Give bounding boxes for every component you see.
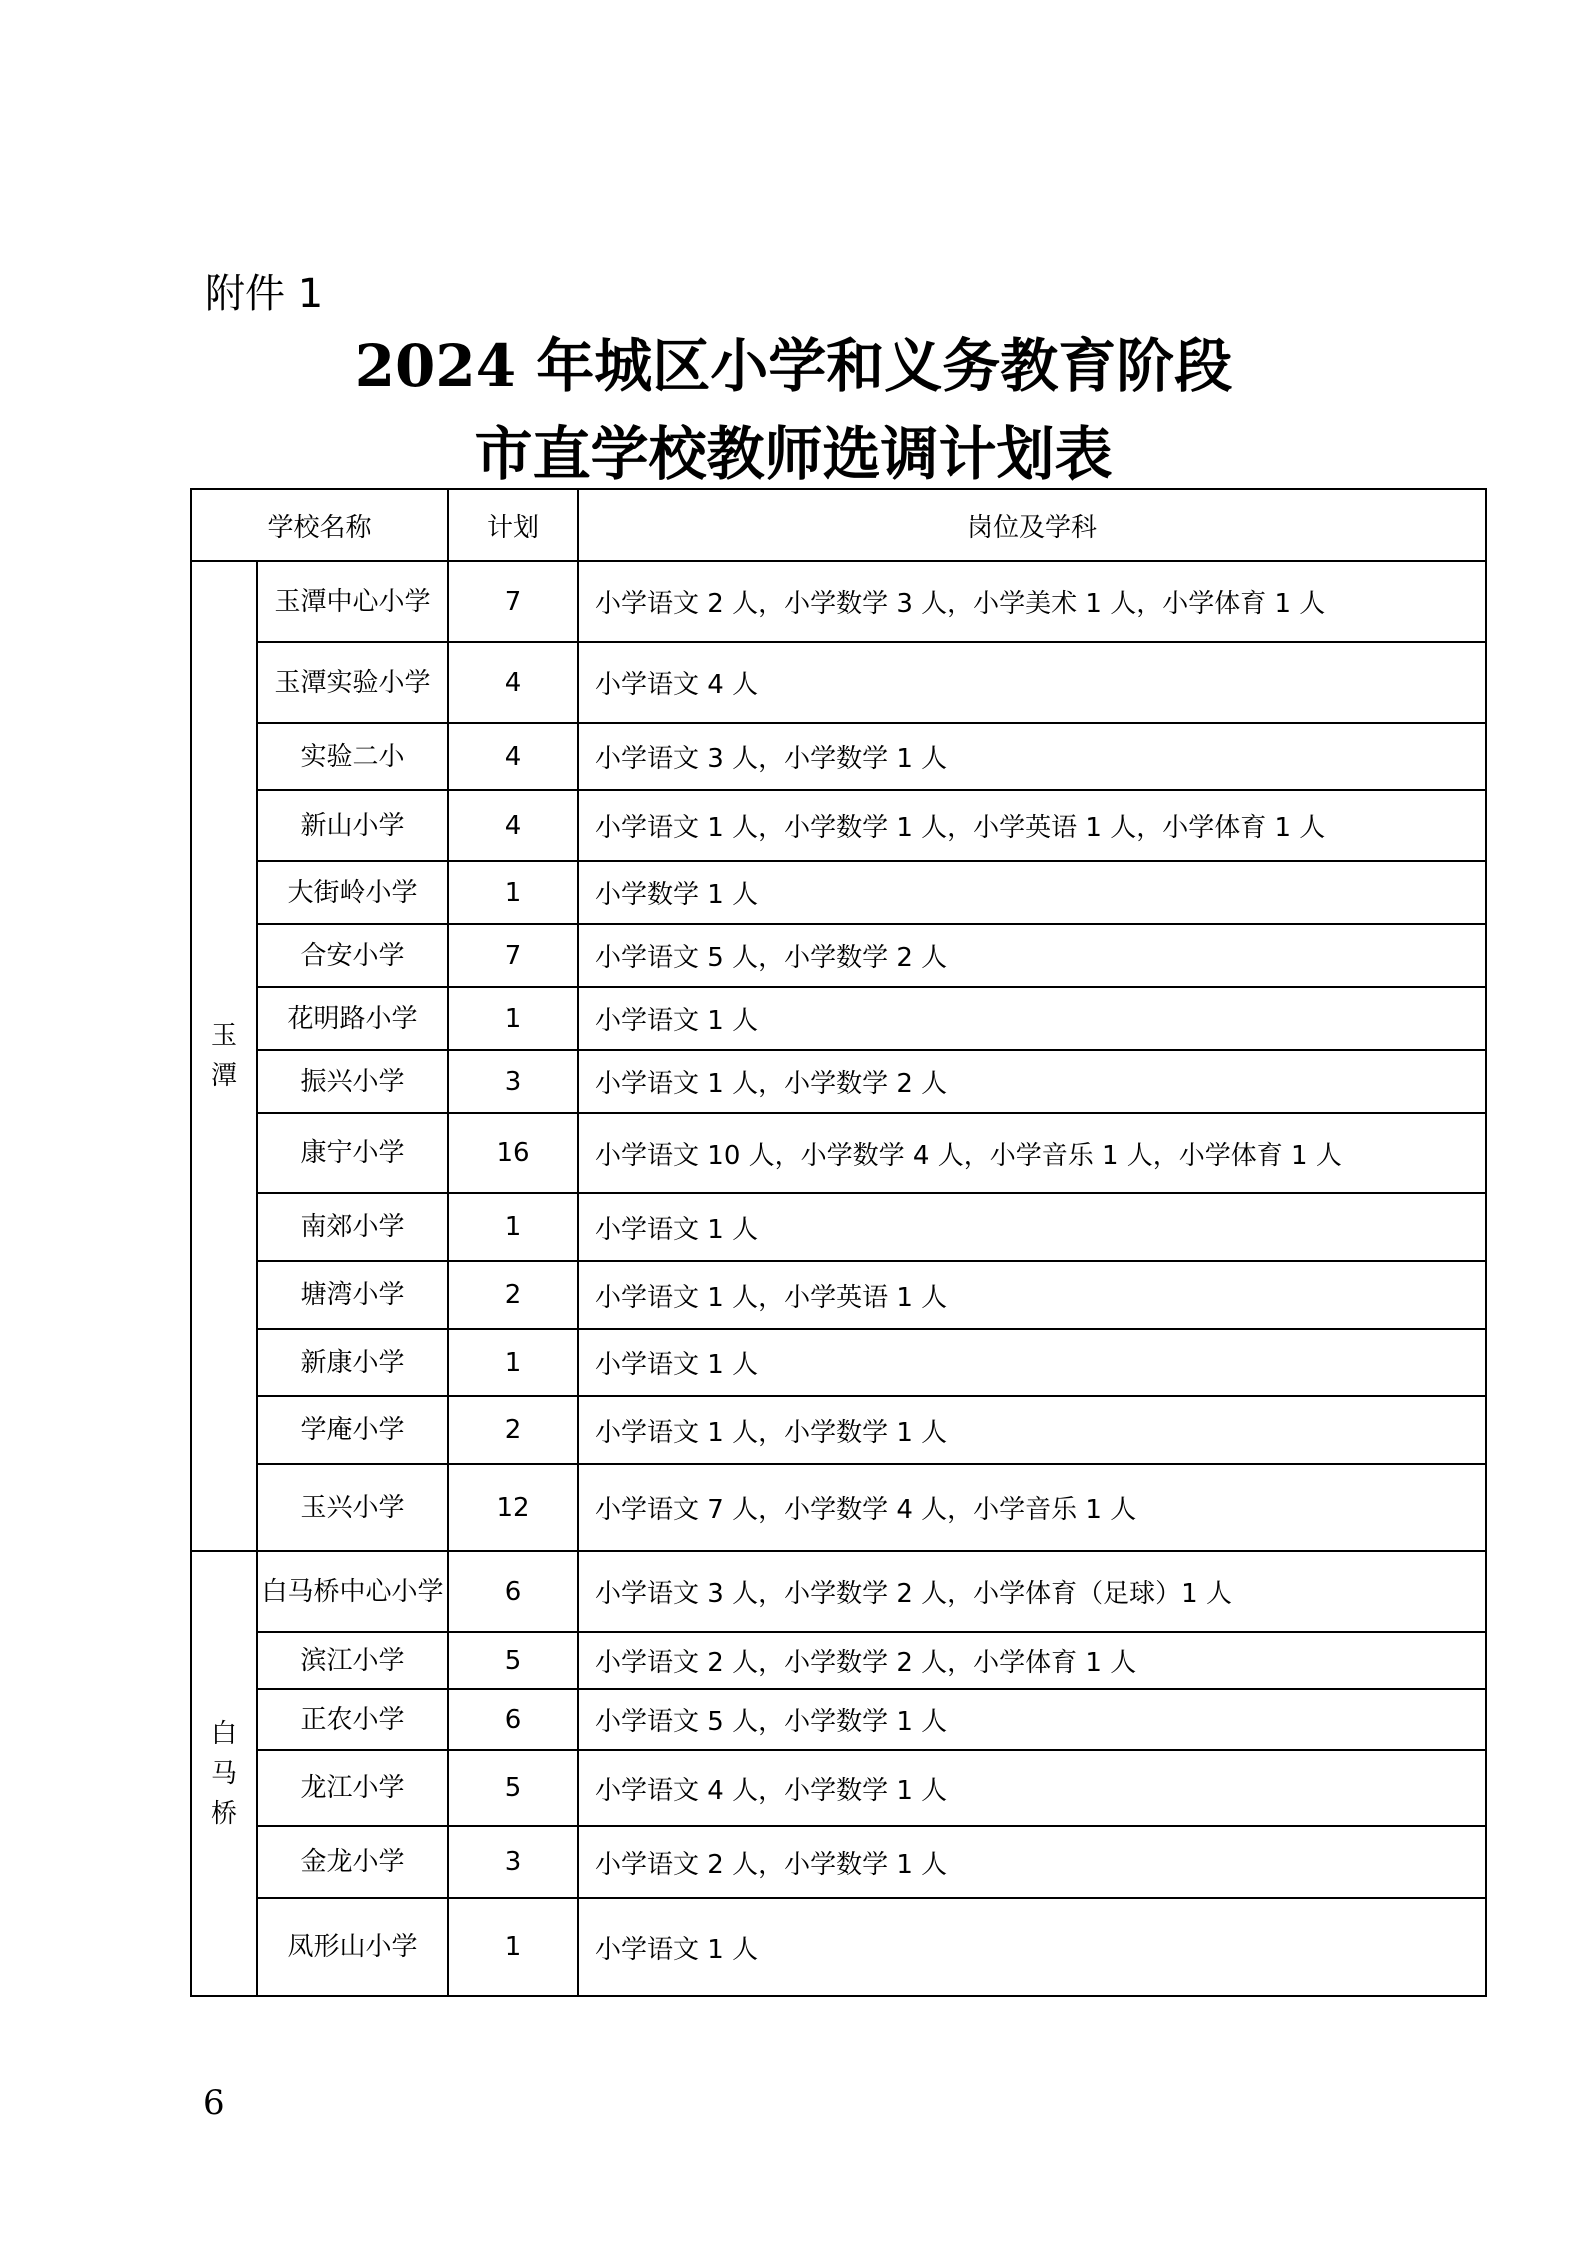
plan-count-cell: 2	[448, 1396, 578, 1464]
school-name-cell: 振兴小学	[257, 1050, 448, 1113]
school-name-cell: 正农小学	[257, 1689, 448, 1750]
school-name-cell: 白马桥中心小学	[257, 1551, 448, 1632]
plan-count-cell: 6	[448, 1689, 578, 1750]
header-school-name: 学校名称	[191, 489, 448, 561]
school-name-cell: 大街岭小学	[257, 861, 448, 924]
plan-count-cell: 3	[448, 1050, 578, 1113]
school-name-cell: 实验二小	[257, 723, 448, 790]
positions-cell: 小学语文 1 人，小学英语 1 人	[578, 1261, 1486, 1329]
positions-cell: 小学数学 1 人	[578, 861, 1486, 924]
teacher-selection-plan-table	[190, 488, 1487, 1997]
table-row	[191, 790, 1486, 861]
plan-count-cell: 7	[448, 924, 578, 987]
positions-cell: 小学语文 1 人，小学数学 2 人	[578, 1050, 1486, 1113]
plan-count-cell: 2	[448, 1261, 578, 1329]
page-title-line-1: 2024 年城区小学和义务教育阶段	[354, 332, 1233, 400]
table-row	[191, 1261, 1486, 1329]
positions-cell: 小学语文 5 人，小学数学 1 人	[578, 1689, 1486, 1750]
table-row	[191, 1750, 1486, 1826]
plan-count-cell: 1	[448, 1898, 578, 1996]
table-row	[191, 1193, 1486, 1261]
positions-cell: 小学语文 4 人，小学数学 1 人	[578, 1750, 1486, 1826]
region-cell	[191, 561, 257, 1551]
school-name-cell: 南郊小学	[257, 1193, 448, 1261]
table-row	[191, 861, 1486, 924]
plan-count-cell: 4	[448, 723, 578, 790]
table-row	[191, 642, 1486, 723]
table-body	[191, 561, 1486, 1996]
header-positions: 岗位及学科	[578, 489, 1486, 561]
table-row	[191, 1113, 1486, 1193]
plan-count-cell: 7	[448, 561, 578, 642]
school-name-cell: 合安小学	[257, 924, 448, 987]
table-row	[191, 1396, 1486, 1464]
positions-cell: 小学语文 3 人，小学数学 2 人，小学体育（足球）1 人	[578, 1551, 1486, 1632]
school-name-cell: 玉兴小学	[257, 1464, 448, 1551]
school-name-cell: 新康小学	[257, 1329, 448, 1396]
plan-count-cell: 4	[448, 790, 578, 861]
table-row	[191, 1050, 1486, 1113]
table-row	[191, 723, 1486, 790]
school-name-cell: 金龙小学	[257, 1826, 448, 1898]
table-row	[191, 987, 1486, 1050]
plan-count-cell: 1	[448, 987, 578, 1050]
header-plan: 计划	[448, 489, 578, 561]
positions-cell: 小学语文 7 人，小学数学 4 人，小学音乐 1 人	[578, 1464, 1486, 1551]
positions-cell: 小学语文 1 人，小学数学 1 人	[578, 1396, 1486, 1464]
region-cell	[191, 1551, 257, 1996]
school-name-cell: 凤形山小学	[257, 1898, 448, 1996]
page-title-line-2: 市直学校教师选调计划表	[474, 420, 1113, 488]
plan-count-cell: 5	[448, 1750, 578, 1826]
table-row	[191, 1329, 1486, 1396]
table-header-row	[191, 489, 1486, 561]
plan-count-cell: 1	[448, 1329, 578, 1396]
page-number: 6	[203, 2083, 225, 2123]
region-label: 玉潭	[210, 1021, 237, 1091]
plan-count-cell: 3	[448, 1826, 578, 1898]
school-name-cell: 龙江小学	[257, 1750, 448, 1826]
table-row	[191, 1551, 1486, 1632]
plan-count-cell: 12	[448, 1464, 578, 1551]
positions-cell: 小学语文 1 人	[578, 987, 1486, 1050]
positions-cell: 小学语文 2 人，小学数学 2 人，小学体育 1 人	[578, 1632, 1486, 1689]
positions-cell: 小学语文 1 人	[578, 1193, 1486, 1261]
positions-cell: 小学语文 3 人，小学数学 1 人	[578, 723, 1486, 790]
table-row	[191, 1632, 1486, 1689]
attachment-label: 附件 1	[205, 271, 324, 317]
school-name-cell: 康宁小学	[257, 1113, 448, 1193]
school-name-cell: 花明路小学	[257, 987, 448, 1050]
positions-cell: 小学语文 4 人	[578, 642, 1486, 723]
positions-cell: 小学语文 5 人，小学数学 2 人	[578, 924, 1486, 987]
plan-count-cell: 1	[448, 861, 578, 924]
plan-count-cell: 6	[448, 1551, 578, 1632]
school-name-cell: 塘湾小学	[257, 1261, 448, 1329]
plan-count-cell: 1	[448, 1193, 578, 1261]
school-name-cell: 玉潭中心小学	[257, 561, 448, 642]
positions-cell: 小学语文 1 人，小学数学 1 人，小学英语 1 人，小学体育 1 人	[578, 790, 1486, 861]
plan-count-cell: 5	[448, 1632, 578, 1689]
table-row	[191, 1689, 1486, 1750]
positions-cell: 小学语文 1 人	[578, 1898, 1486, 1996]
table-row	[191, 1464, 1486, 1551]
table-row	[191, 924, 1486, 987]
school-name-cell: 滨江小学	[257, 1632, 448, 1689]
plan-count-cell: 16	[448, 1113, 578, 1193]
table-row	[191, 1826, 1486, 1898]
positions-cell: 小学语文 2 人，小学数学 1 人	[578, 1826, 1486, 1898]
positions-cell: 小学语文 1 人	[578, 1329, 1486, 1396]
region-label: 白马桥	[210, 1718, 237, 1829]
table-row	[191, 561, 1486, 642]
positions-cell: 小学语文 10 人，小学数学 4 人，小学音乐 1 人，小学体育 1 人	[578, 1113, 1486, 1193]
table-row	[191, 1898, 1486, 1996]
plan-count-cell: 4	[448, 642, 578, 723]
school-name-cell: 学庵小学	[257, 1396, 448, 1464]
school-name-cell: 新山小学	[257, 790, 448, 861]
positions-cell: 小学语文 2 人，小学数学 3 人，小学美术 1 人，小学体育 1 人	[578, 561, 1486, 642]
school-name-cell: 玉潭实验小学	[257, 642, 448, 723]
